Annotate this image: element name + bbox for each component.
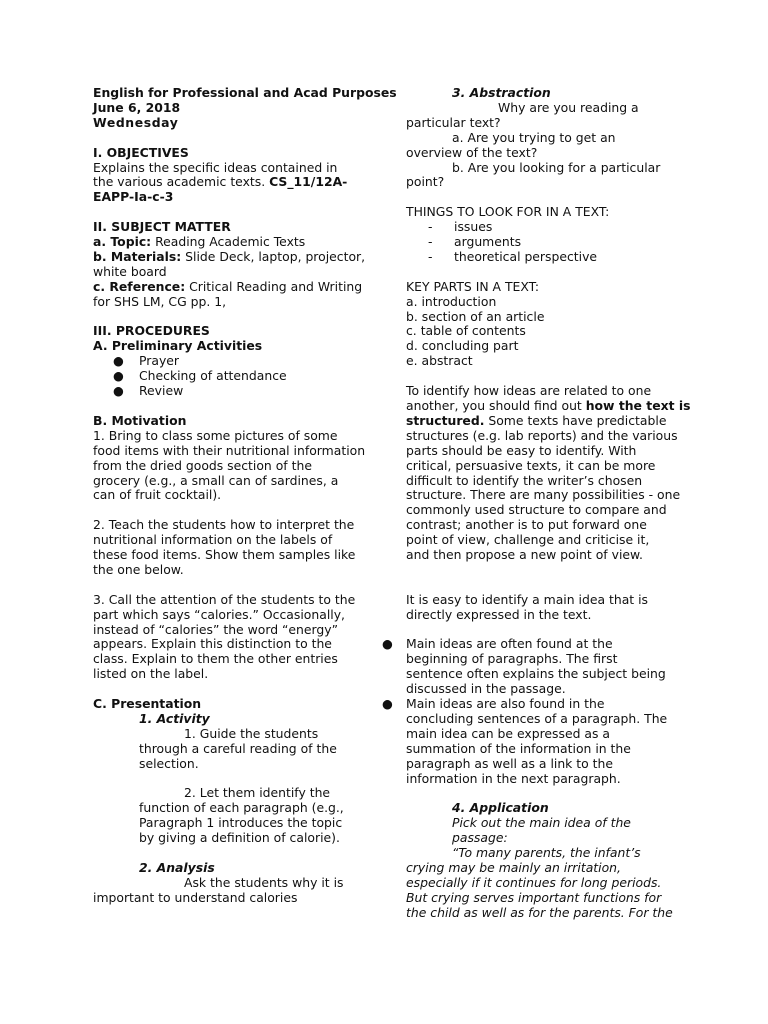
lesson-day: Wednesday	[93, 114, 179, 130]
course-title: English for Professional and Acad Purposes	[93, 85, 397, 100]
procedures-heading: III. PROCEDURES	[93, 323, 210, 339]
activity-text: 1. Guide the students through a careful reading of the selection. 2. Let them identify the function of each paragraph (e.g., Paragraph 1 introduces the topic by giving a definition of calorie).	[139, 725, 344, 846]
presentation-heading: C. Presentation	[93, 696, 202, 712]
bullet-icon: ●	[382, 696, 393, 712]
list-item: ● Review	[113, 383, 184, 399]
analysis-text: Ask the students why it is	[184, 874, 344, 890]
analysis-heading: 2. Analysis	[139, 859, 215, 875]
competency-code: CS_11/12A-	[269, 174, 348, 190]
activity-heading: 1. Activity	[139, 710, 210, 726]
structure-paragraph: To identify how ideas are related to one another, you should find out how the text is structured. Some texts have predictable structures (e.g. lab reports) and the various parts should be easy to identify. With critical, persuasive texts, it can be more difficult to identify the writer’s chosen structure. There are many possibilities - one commonly used structure to compare and contrast; another is to put forward one point of view, challenge and criticise it, and then propose a new point of view.	[406, 383, 691, 563]
abstraction-heading: 3. Abstraction	[452, 85, 551, 100]
abstraction-text: Why are you reading a particular text? a. Are you trying to get an overview of the text? b. Are you looking for a particular point?	[406, 99, 661, 190]
bullet-icon: ●	[113, 383, 124, 399]
list-item: - theoretical perspective	[428, 248, 598, 264]
materials-line: b. Materials: Slide Deck, laptop, projector,	[93, 248, 366, 264]
materials-line-2: white board	[93, 263, 167, 279]
objectives-text-2: the various academic texts. CS_11/12A-	[93, 174, 348, 190]
list-item: c. table of contents	[406, 323, 526, 339]
list-item: ● Checking of attendance	[113, 368, 287, 384]
list-item: - issues	[428, 219, 493, 235]
list-item: a. introduction	[406, 293, 497, 309]
list-item: e. abstract	[406, 353, 473, 369]
motivation-text: 1. Bring to class some pictures of some food items with their nutritional information from the dried goods section of the grocery (e.g., a small can of sardines, a can of fruit cocktail). 2. Teach the students how to interpret the nutritional information on the labels of these food items. Show them samples like the one below. 3. Call the attention of the students to the part which says “calories.” Occasionally, instead of “calories” the word “energy” appears. Explain this distinction to the class. Explain to them the other entries listed on the label.	[93, 427, 366, 682]
topic-line: a. Topic: Reading Academic Texts	[93, 234, 306, 250]
competency-code-2: EAPP-Ia-c-3	[93, 189, 174, 205]
reference-line-2: for SHS LM, CG pp. 1,	[93, 293, 227, 309]
analysis-text-2: important to understand calories	[93, 889, 298, 905]
bullet-icon: ●	[113, 353, 124, 369]
left-column	[93, 85, 397, 906]
list-item: ● Prayer	[113, 353, 179, 369]
application-text: Pick out the main idea of the passage: “To many parents, the infant’s crying may be mainly an irritation, especially if it continues for long periods. But crying serves important functions for the child as well as for the parents. For the	[406, 815, 673, 920]
application-heading: 4. Application	[452, 800, 549, 816]
things-heading: THINGS TO LOOK FOR IN A TEXT:	[406, 204, 610, 220]
reference-line: c. Reference: Critical Reading and Writing	[93, 278, 363, 294]
right-column	[382, 85, 691, 921]
list-item: ● Main ideas are often found at the beginning of paragraphs. The first sentence often explains the subject being discussed in the passage.	[382, 636, 666, 697]
objectives-text: Explains the specific ideas contained in	[93, 159, 338, 175]
list-item: d. concluding part	[406, 338, 519, 354]
list-item: ● Main ideas are also found in the concluding sentences of a paragraph. The main idea can be expressed as a summation of the information in the paragraph as well as a link to the information in the next paragraph.	[382, 696, 668, 786]
lesson-date: June 6, 2018	[93, 99, 181, 115]
bullet-icon: ●	[113, 368, 124, 384]
subject-matter-heading: II. SUBJECT MATTER	[93, 219, 231, 235]
main-idea-paragraph: It is easy to identify a main idea that is directly expressed in the text.	[406, 591, 648, 622]
objectives-heading: I. OBJECTIVES	[93, 144, 189, 160]
list-item: b. section of an article	[406, 308, 545, 324]
list-item: - arguments	[428, 234, 522, 250]
preliminary-heading: A. Preliminary Activities	[93, 338, 263, 354]
key-parts-heading: KEY PARTS IN A TEXT:	[406, 278, 540, 294]
motivation-heading: B. Motivation	[93, 412, 187, 428]
bullet-icon: ●	[382, 636, 393, 652]
